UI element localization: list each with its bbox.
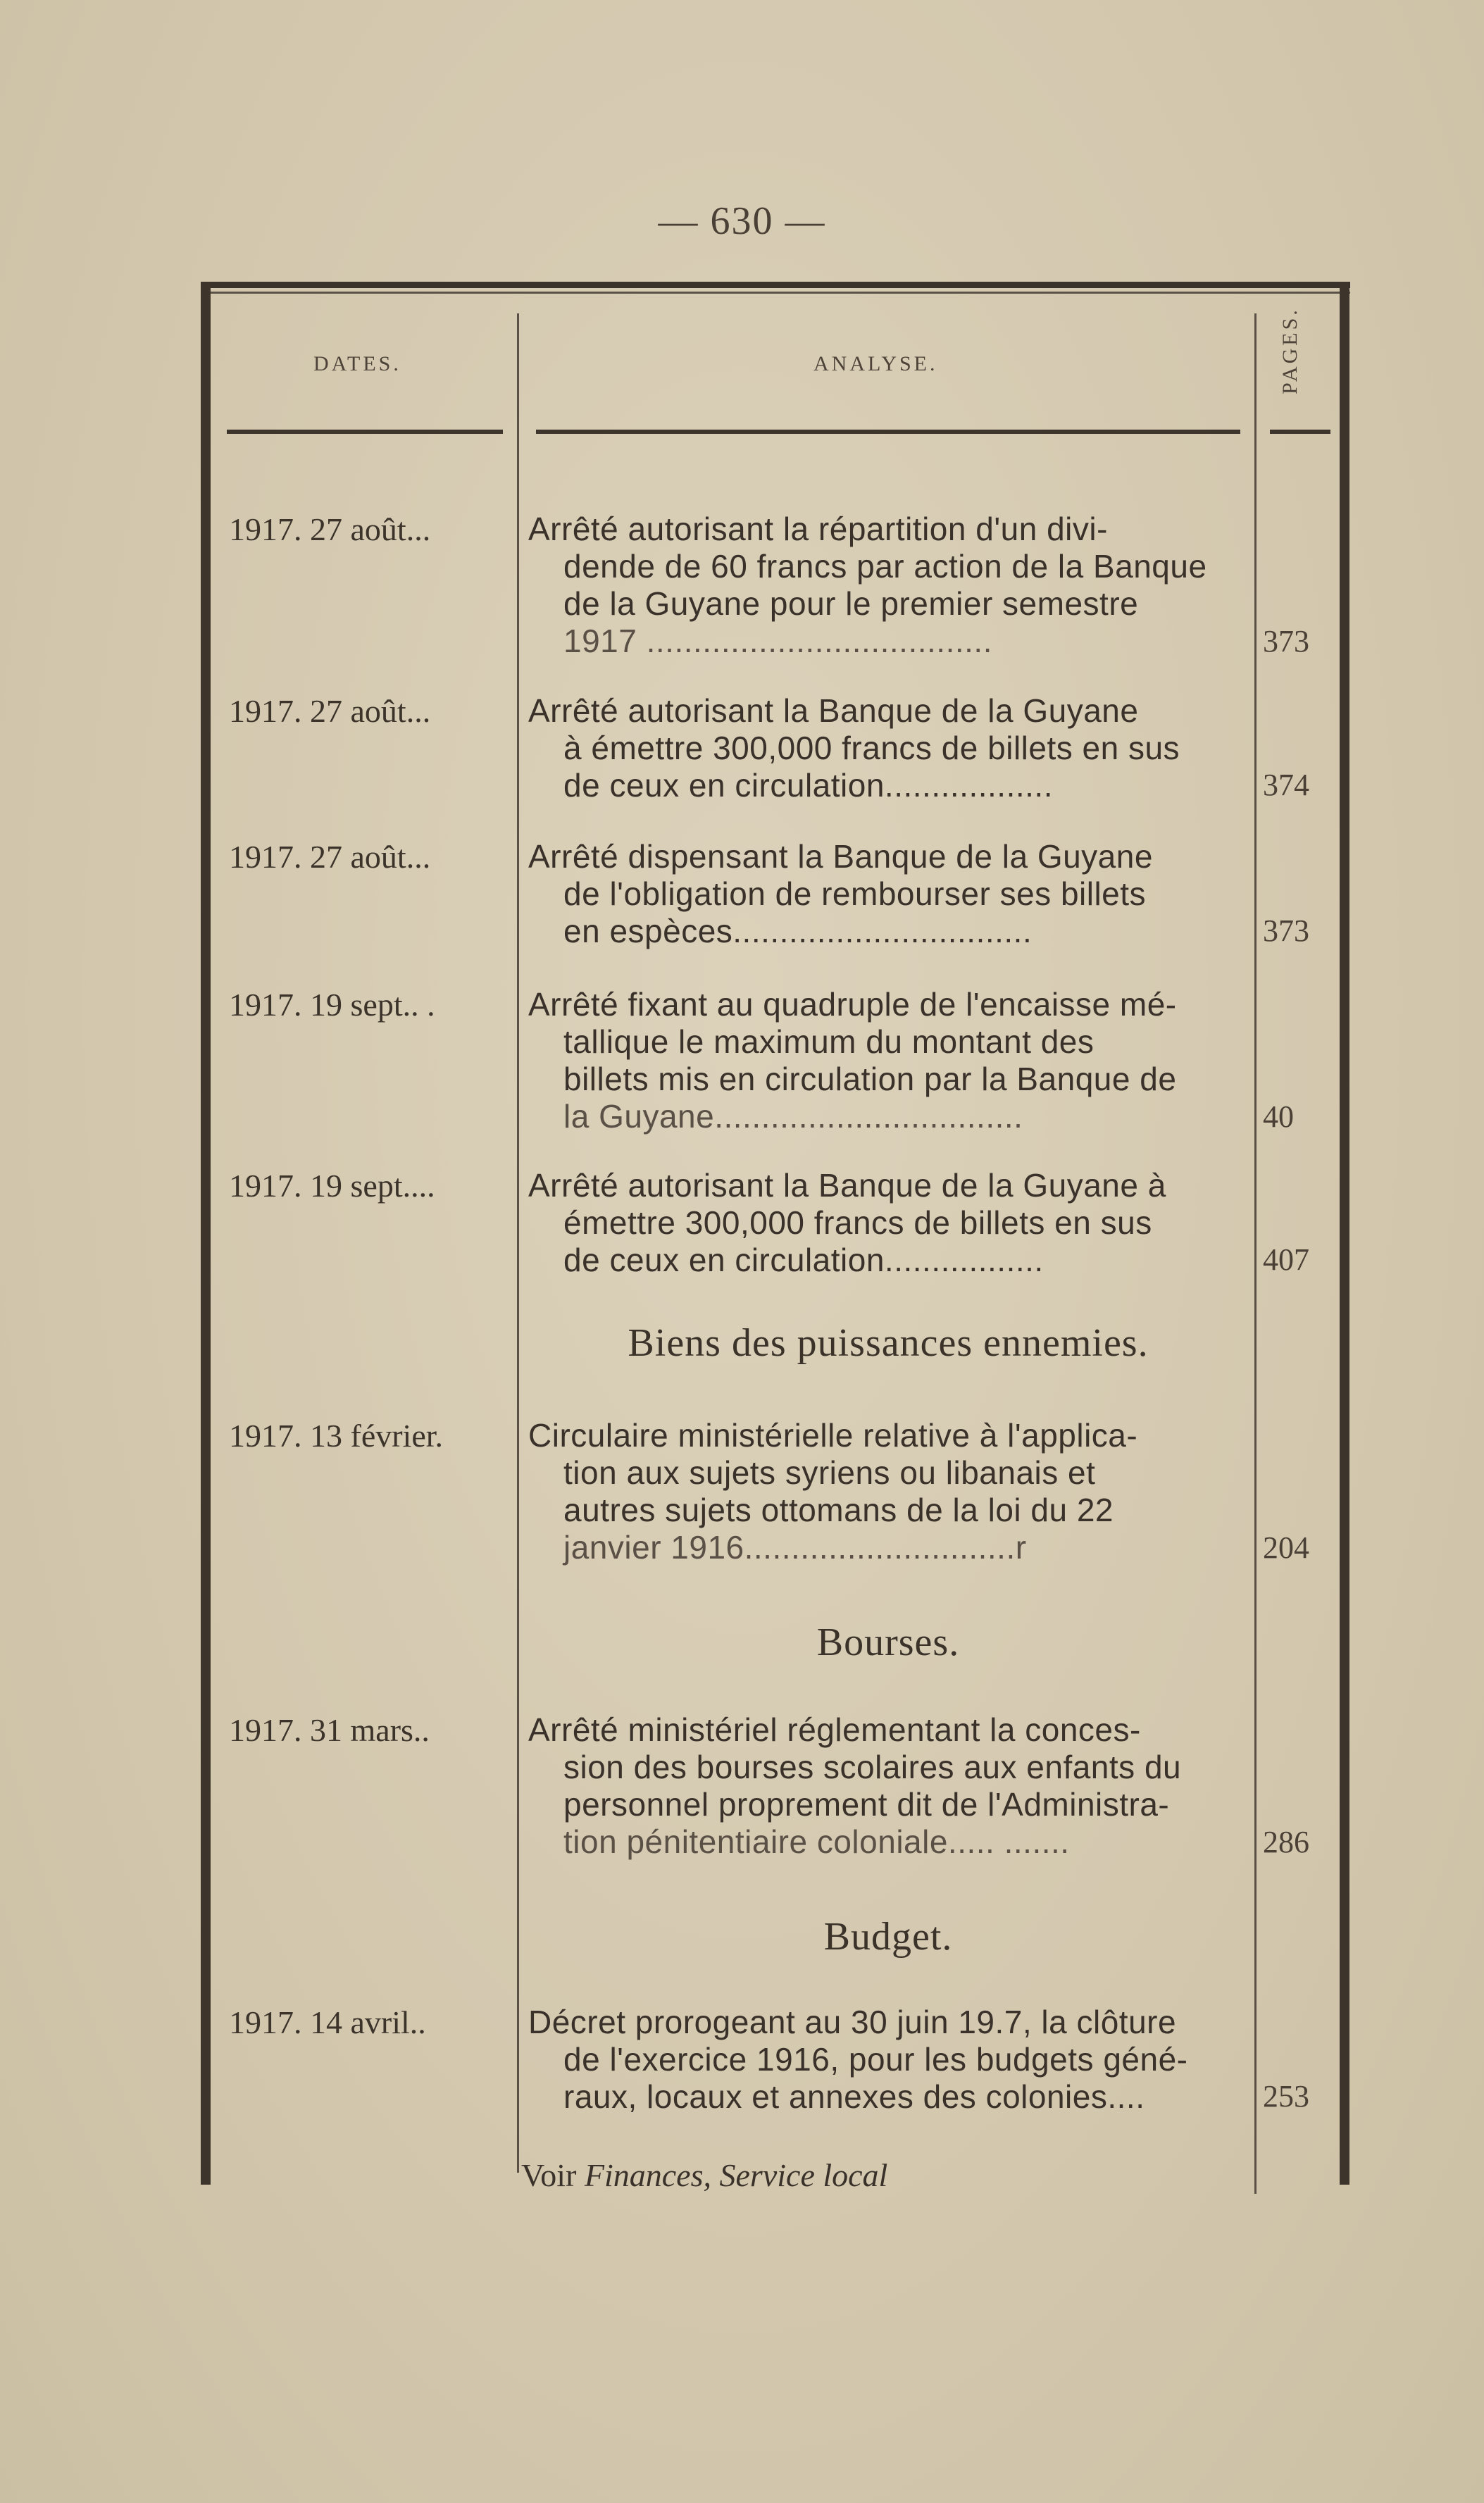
top-rule-thin	[201, 292, 1350, 294]
entry-line: en espèces................................	[563, 913, 1033, 949]
see-also-reference	[521, 2156, 887, 2194]
entry-line: Circulaire ministérielle relative à l'applica-	[528, 1417, 1138, 1454]
header-dates: DATES.	[313, 352, 401, 375]
entry-line: sion des bourses scolaires aux enfants du	[563, 1749, 1182, 1785]
entry-page: 407	[1263, 1242, 1309, 1277]
entry-page: 373	[1263, 624, 1309, 658]
entry-line: Arrêté autorisant la répartition d'un divi-	[528, 511, 1108, 547]
entry-line: émettre 300,000 francs de billets en sus	[563, 1204, 1152, 1241]
entry-line: Arrêté dispensant la Banque de la Guyane	[528, 838, 1153, 875]
right-border	[1340, 282, 1349, 2185]
entry-date: 1917. 14 avril..	[229, 2004, 426, 2040]
entry-page: 204	[1263, 1530, 1309, 1565]
index-table	[201, 282, 1350, 2193]
entry-date: 1917. 27 août...	[229, 511, 431, 547]
entry-line: personnel proprement dit de l'Administra-	[563, 1786, 1170, 1823]
entry-line: 1917 .....................................	[563, 623, 992, 659]
entry-line: autres sujets ottomans de la loi du 22	[563, 1492, 1114, 1528]
entry-line: dende de 60 francs par action de la Banque	[563, 548, 1207, 585]
entry-line: tion aux sujets syriens ou libanais et	[563, 1454, 1096, 1491]
entry-line: tion pénitentiaire coloniale..... .......	[563, 1823, 1070, 1860]
entry-line: janvier 1916.............................r	[563, 1529, 1027, 1566]
header-rule-pages	[1270, 430, 1330, 434]
entry-line: de l'obligation de rembourser ses billets	[563, 875, 1147, 912]
entry-line: Arrêté fixant au quadruple de l'encaisse mé-	[528, 986, 1177, 1023]
entry-line: Arrêté ministériel réglementant la conces-	[528, 1711, 1141, 1748]
entry-line: billets mis en circulation par la Banque de	[563, 1061, 1177, 1097]
top-rule	[201, 282, 1350, 288]
page-number: — 630 —	[658, 199, 826, 243]
entry-line: Arrêté autorisant la Banque de la Guyane	[528, 692, 1139, 729]
header-rule-analyse	[536, 430, 1240, 434]
entry-text	[528, 1711, 1248, 1861]
header-analyse: ANALYSE.	[813, 352, 938, 375]
entry-text	[528, 1417, 1248, 1566]
entry-line: à émettre 300,000 francs de billets en sus	[563, 730, 1180, 766]
entry-line: de ceux en circulation.................	[563, 1242, 1044, 1278]
left-border	[201, 282, 211, 2185]
entry-page: 374	[1263, 768, 1309, 802]
entry-line: de l'exercice 1916, pour les budgets géné-	[563, 2041, 1188, 2078]
entry-line: la Guyane.................................	[563, 1098, 1023, 1135]
entry-date: 1917. 13 février.	[229, 1418, 444, 1454]
entry-line: tallique le maximum du montant des	[563, 1023, 1095, 1060]
entry-text	[528, 838, 1248, 950]
section-title: Biens des puissances ennemies.	[628, 1321, 1149, 1365]
entry-page: 40	[1263, 1099, 1294, 1134]
see-also-prefix: Voir	[521, 2157, 577, 2193]
entry-date: 1917. 19 sept....	[229, 1168, 435, 1204]
section-title: Budget.	[823, 1915, 953, 1959]
header-rule-dates	[227, 430, 503, 434]
entry-date: 1917. 19 sept.. .	[229, 987, 435, 1023]
entry-text	[528, 511, 1248, 660]
entry-date: 1917. 27 août...	[229, 839, 431, 875]
entry-line: raux, locaux et annexes des colonies....	[563, 2078, 1145, 2115]
entry-page: 286	[1263, 1825, 1309, 1859]
entry-page: 253	[1263, 2079, 1309, 2114]
entry-text	[528, 2004, 1248, 2116]
column-divider-pages	[1254, 313, 1257, 2194]
entry-line: Décret prorogeant au 30 juin 19.7, la clôture	[528, 2004, 1177, 2040]
entry-date: 1917. 31 mars..	[229, 1712, 430, 1748]
entry-date: 1917. 27 août...	[229, 693, 431, 729]
entry-line: de ceux en circulation..................	[563, 767, 1053, 804]
header-pages: PAGES.	[1278, 307, 1302, 394]
entry-line: Arrêté autorisant la Banque de la Guyane à	[528, 1167, 1166, 1204]
entry-line: de la Guyane pour le premier semestre	[563, 585, 1139, 622]
section-title: Bourses.	[816, 1621, 960, 1664]
column-divider-dates	[517, 313, 519, 2173]
see-also-target[interactable]: Finances, Service local	[584, 2157, 888, 2193]
entry-text	[528, 692, 1248, 804]
entry-text	[528, 1167, 1248, 1279]
entry-page: 373	[1263, 913, 1309, 948]
entry-text	[528, 986, 1248, 1135]
